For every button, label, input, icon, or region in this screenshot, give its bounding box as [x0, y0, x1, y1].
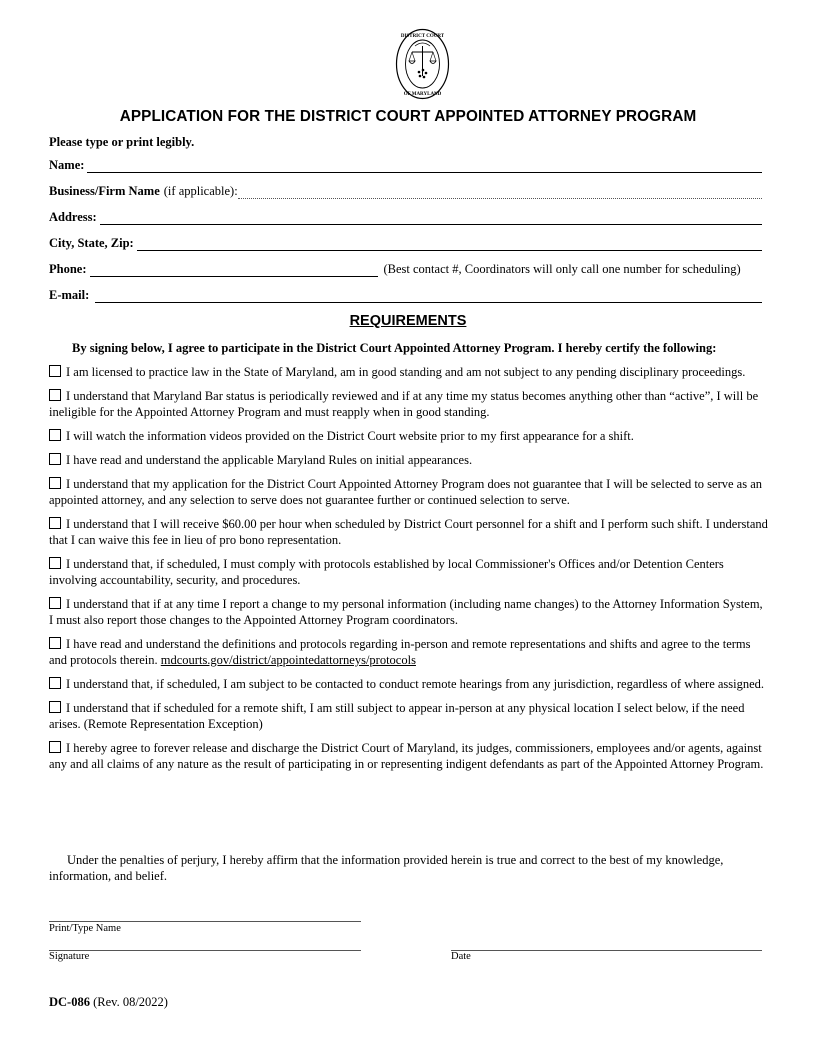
requirement-item	[49, 364, 769, 380]
requirement-text: I understand that if scheduled for a remote shift, I am still subject to appear in-person at any physical location I select below, if the need arises. (Remote Representation Exception)	[49, 701, 745, 731]
form-number	[49, 995, 168, 1010]
requirement-text: I understand that I will receive $60.00 per hour when scheduled by District Court personnel for a shift and I perform such shift. I understand that I can waive this fee in lieu of pro bono representation.	[49, 517, 768, 547]
checkbox[interactable]	[49, 453, 61, 465]
phone-note: (Best contact #, Coordinators will only call one number for scheduling)	[383, 262, 741, 276]
requirement-item	[49, 516, 769, 548]
requirement-item	[49, 556, 769, 588]
requirement-text: I understand that if at any time I report a change to my personal information (including name changes) to the Attorney Information System, I must also report those changes to the Appointed Attorney Program coordinators.	[49, 597, 763, 627]
requirement-text: I hereby agree to forever release and discharge the District Court of Maryland, its judges, commissioners, employees and/or agents, against any and all claims of any nature as the result of participating in or representing indigent defendants as part of the Appointed Attorney Program.	[49, 741, 764, 771]
requirement-text: I will watch the information videos provided on the District Court website prior to my first appearance for a shift.	[66, 429, 634, 443]
form-title: APPLICATION FOR THE DISTRICT COURT APPOINTED ATTORNEY PROGRAM	[119, 108, 697, 125]
checkbox[interactable]	[49, 389, 61, 401]
seal-bottom-text: OF MARYLAND	[403, 92, 442, 97]
address-field[interactable]	[49, 210, 762, 225]
requirement-text: I understand that my application for the District Court Appointed Attorney Program does not guarantee that I will be selected to serve as an appointed attorney, and any selection to serve does not guarantee further or continued selection to serve.	[49, 477, 762, 507]
date-label: Date	[451, 951, 471, 962]
checkbox[interactable]	[49, 477, 61, 489]
business-field[interactable]	[49, 184, 762, 199]
requirement-item	[49, 636, 769, 668]
requirement-item	[49, 452, 769, 468]
address-input-line[interactable]	[100, 212, 762, 225]
requirement-item	[49, 476, 769, 508]
checkbox[interactable]	[49, 637, 61, 649]
address-label: Address:	[49, 210, 97, 224]
protocols-link[interactable]: mdcourts.gov/district/appointedattorneys/protocols	[160, 653, 416, 667]
requirements-heading: REQUIREMENTS	[349, 313, 467, 329]
name-input-line[interactable]	[87, 160, 762, 173]
print-name-line[interactable]	[49, 921, 361, 922]
city-state-zip-input-line[interactable]	[137, 238, 762, 251]
email-field[interactable]	[49, 288, 762, 303]
date-line[interactable]	[451, 950, 762, 951]
requirement-text: I understand that Maryland Bar status is periodically reviewed and if at any time my status becomes anything other than “active”, I will be ineligible for the Appointed Attorney Program and must reapply when in good standing.	[49, 389, 759, 419]
instructions: Please type or print legibly.	[49, 135, 195, 149]
requirement-text: I understand that, if scheduled, I must comply with protocols established by local Commissioner's Offices and/or Detention Centers involving accountability, security, and procedures.	[49, 557, 724, 587]
requirement-text: I have read and understand the applicable Maryland Rules on initial appearances.	[66, 453, 473, 467]
checkbox[interactable]	[49, 597, 61, 609]
email-input-line[interactable]	[95, 290, 762, 303]
requirement-text: I understand that, if scheduled, I am subject to be contacted to conduct remote hearings from any jurisdiction, regardless of where assigned.	[66, 677, 765, 691]
business-input-line[interactable]	[238, 186, 762, 199]
signature-line[interactable]	[49, 950, 361, 951]
requirement-item	[49, 740, 769, 772]
requirement-text: I have read and understand the definitions and protocols regarding in-person and remote representations and shifts and agree to the terms and protocols therein.	[49, 637, 751, 667]
city-state-zip-field[interactable]	[49, 236, 762, 251]
checkbox[interactable]	[49, 741, 61, 753]
requirement-item	[49, 700, 769, 732]
signature-label: Signature	[49, 951, 90, 962]
checkbox[interactable]	[49, 429, 61, 441]
district-court-seal	[395, 28, 450, 100]
form-revision: (Rev. 08/2022)	[93, 995, 168, 1009]
certify-statement: By signing below, I agree to participate in the District Court Appointed Attorney Program. I hereby certify the following:	[72, 341, 717, 355]
phone-input-line[interactable]	[90, 264, 378, 277]
print-name-label: Print/Type Name	[49, 923, 121, 934]
checkbox[interactable]	[49, 701, 61, 713]
phone-field[interactable]	[49, 262, 762, 277]
requirement-item	[49, 428, 769, 444]
name-label: Name:	[49, 158, 85, 172]
form-number-code: DC-086	[49, 995, 90, 1009]
requirements-list	[49, 364, 769, 780]
city-state-zip-label: City, State, Zip:	[49, 236, 134, 250]
checkbox[interactable]	[49, 365, 61, 377]
checkbox[interactable]	[49, 677, 61, 689]
requirement-item	[49, 388, 769, 420]
phone-label: Phone:	[49, 262, 87, 276]
checkbox[interactable]	[49, 517, 61, 529]
seal-top-text: DISTRICT COURT	[400, 34, 445, 39]
checkbox[interactable]	[49, 557, 61, 569]
business-label: Business/Firm Name	[49, 184, 160, 198]
perjury-statement: Under the penalties of perjury, I hereby affirm that the information provided herein is true and correct to the best of my knowledge, information, and belief.	[49, 853, 724, 883]
requirement-item	[49, 596, 769, 628]
name-field[interactable]	[49, 158, 762, 173]
business-label-suffix: (if applicable):	[163, 184, 238, 198]
requirement-text: I am licensed to practice law in the State of Maryland, am in good standing and am not subject to any pending disciplinary proceedings.	[66, 365, 746, 379]
requirement-item	[49, 676, 769, 692]
email-label: E-mail:	[49, 288, 90, 302]
